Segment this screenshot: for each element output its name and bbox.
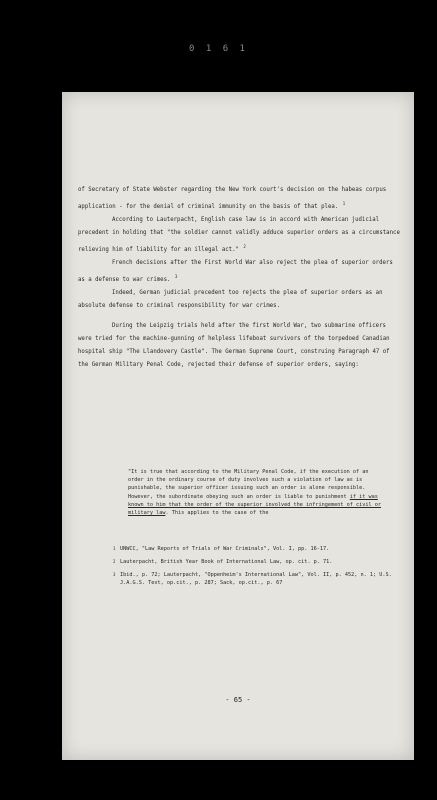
footnote-ref-1: 1 <box>342 201 346 206</box>
footnote-ref-3: 3 <box>174 274 178 279</box>
paragraph-3: French decisions after the First World War also reject the plea of superior orders as a defense to war crimes. $^3$ <box>78 260 393 283</box>
underlined-phrase: if it was known to him that the order of the superior involved the infringement of civil or military law <box>128 493 381 517</box>
block-quote: "It is true that according to the Military Penal Code, if the execution of an order in the ordinary course of duty involves such a violation of law as is punishable, the superior officer issuing such an order is alone responsible. However, the subordinate obeying such an order is liable to punishment if it was known to him that the order of the superior involved the infringement of civil or military law. This applies to the case of the <box>128 469 381 517</box>
footnotes <box>113 545 405 592</box>
footnote-3: 3 Ibid., p. 72; Lauterpacht, "Oppenheim's International Law", Vol. II, p. 452, n. 1; U.S. J.A.G.S. Text, op.cit., p. 287; Sack, op.cit., p. 67 <box>113 572 392 586</box>
paragraph-1: of Secretary of State Webster regarding the New York court's decision on the habeas corpus application - for the denial of criminal immunity on the basis of that plea. $^1$ <box>78 187 387 210</box>
paragraph-5: During the Leipzig trials held after the first World War, two submarine officers were tried for the machine-gunning of helpless lifeboat survivors of the torpedoed Canadian hospital ship "The Llandovery Castle". The German Supreme Court, construing Paragraph 47 of the German Military Penal Code, rejected their defense of superior orders, saying: <box>78 323 390 368</box>
footnote-2: 2 Lauterpacht, British Year Book of International Law, op. cit. p. 71. <box>113 559 333 565</box>
microfilm-frame-number: 0 1 6 1 <box>189 44 248 54</box>
paragraph-2: According to Lauterpacht, English case law is in accord with American judicial precedent in holding that "the soldier cannot validly adduce superior orders as a circumstance relieving him of liability for an illegal act." $^2$ <box>78 217 400 253</box>
body-text <box>78 184 403 372</box>
document-page <box>62 92 414 760</box>
paragraph-4: Indeed, German judicial precedent too rejects the plea of superior orders as an absolute defense to criminal responsibility for war crimes. <box>78 290 383 309</box>
footnote-1: 1 UNWCC, "Law Reports of Trials of War Criminals", Vol. I, pp. 16-17. <box>113 546 330 552</box>
page-number: - 65 - <box>225 696 251 704</box>
footnote-ref-2: 2 <box>243 244 246 249</box>
